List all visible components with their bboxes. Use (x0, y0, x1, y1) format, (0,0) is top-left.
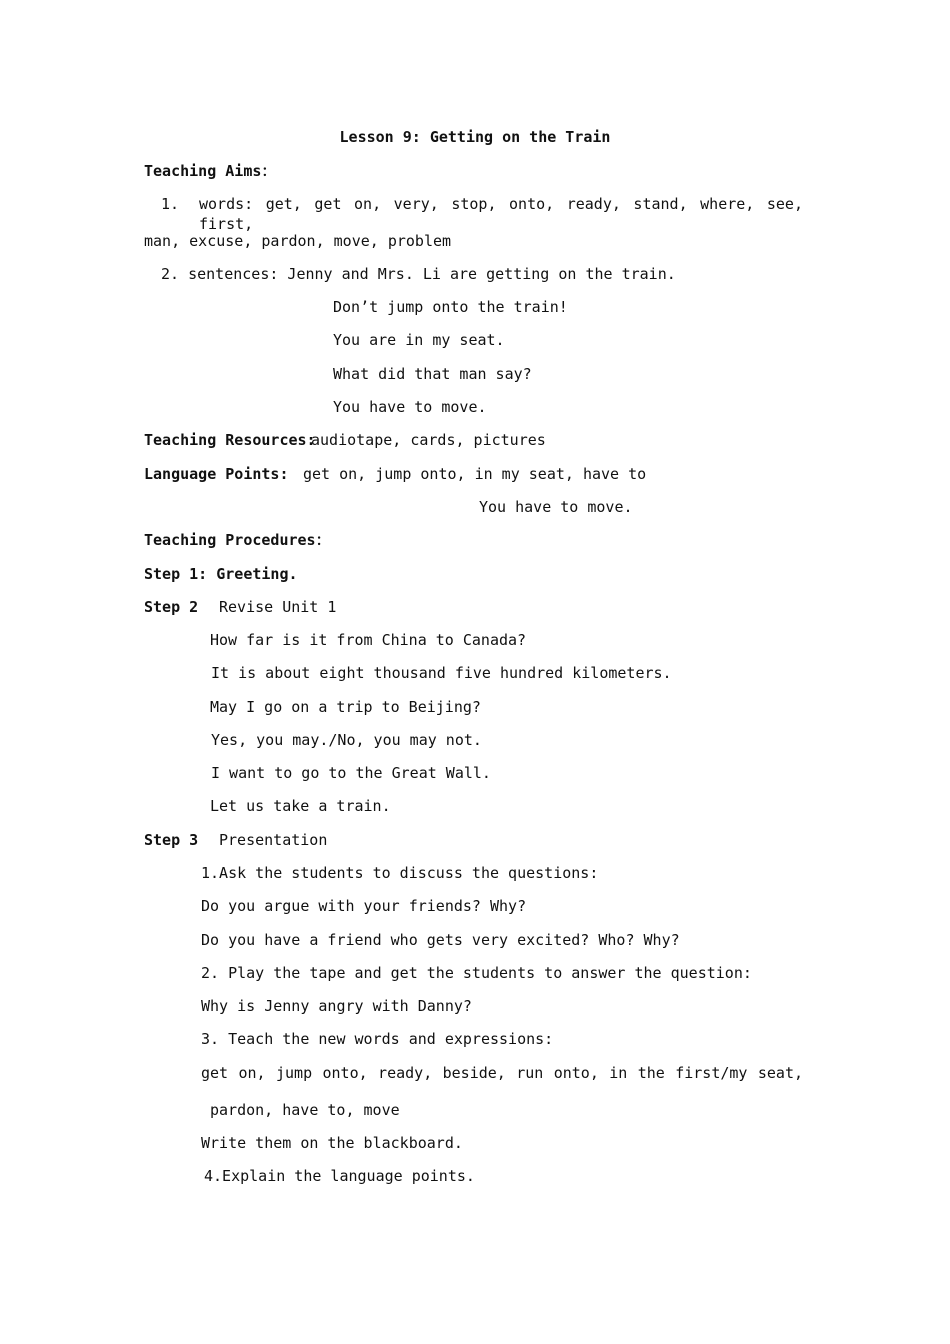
step3-words-line: get on, jump onto, ready, beside, run onto, in the first/my seat, (201, 1064, 803, 1082)
procedures-heading: Teaching Procedures： (144, 531, 331, 549)
step3-line: 1.Ask the students to discuss the questions: (201, 864, 599, 882)
language-points-example: You have to move. (479, 498, 633, 516)
aims-item2-sentences: 2. sentences: Jenny and Mrs. Li are getting on the train. (161, 265, 676, 283)
resources-label: Teaching Resources: (144, 431, 316, 449)
aims-item1-number: 1. (161, 195, 180, 213)
aims-item1-words: words: get, get on, very, stop, onto, ready, stand, where, see, first, (199, 195, 803, 233)
language-points-label: Language Points: (144, 465, 289, 483)
step3-line: Why is Jenny angry with Danny? (201, 997, 472, 1015)
step2-line: Let us take a train. (210, 797, 391, 815)
step3-blackboard: Write them on the blackboard. (201, 1134, 463, 1152)
step2-line: I want to go to the Great Wall. (211, 764, 491, 782)
step2-line: Yes, you may./No, you may not. (211, 731, 482, 749)
step2-label: Step 2 (144, 598, 199, 616)
step2-line: It is about eight thousand five hundred kilometers. (211, 664, 672, 682)
step3-line: 2. Play the tape and get the students to answer the question: (201, 964, 752, 982)
step3-title: Presentation (219, 831, 328, 849)
step3-explain: 4.Explain the language points. (204, 1167, 475, 1185)
aims-item1-continued: man, excuse, pardon, move, problem (144, 232, 452, 250)
resources-text: audiotape, cards, pictures (311, 431, 546, 449)
aims-sentence: You have to move. (333, 398, 487, 416)
aims-heading: Teaching Aims： (144, 162, 277, 180)
step2-title: Revise Unit 1 (219, 598, 337, 616)
step3-line: 3. Teach the new words and expressions: (201, 1030, 554, 1048)
step3-line: Do you argue with your friends? Why? (201, 897, 527, 915)
aims-sentence: What did that man say? (333, 365, 532, 383)
step3-line: Do you have a friend who gets very excited? Who? Why? (201, 931, 680, 949)
aims-sentence: You are in my seat. (333, 331, 505, 349)
step2-line: May I go on a trip to Beijing? (210, 698, 481, 716)
page-title: Lesson 9: Getting on the Train (339, 128, 611, 146)
step2-line: How far is it from China to Canada? (210, 631, 527, 649)
step3-words-continued: pardon, have to, move (210, 1101, 400, 1119)
aims-sentence: Don’t jump onto the train! (333, 298, 568, 316)
step3-label: Step 3 (144, 831, 199, 849)
language-points-text: get on, jump onto, in my seat, have to (303, 465, 647, 483)
step1-heading: Step 1: Greeting. (144, 565, 298, 583)
